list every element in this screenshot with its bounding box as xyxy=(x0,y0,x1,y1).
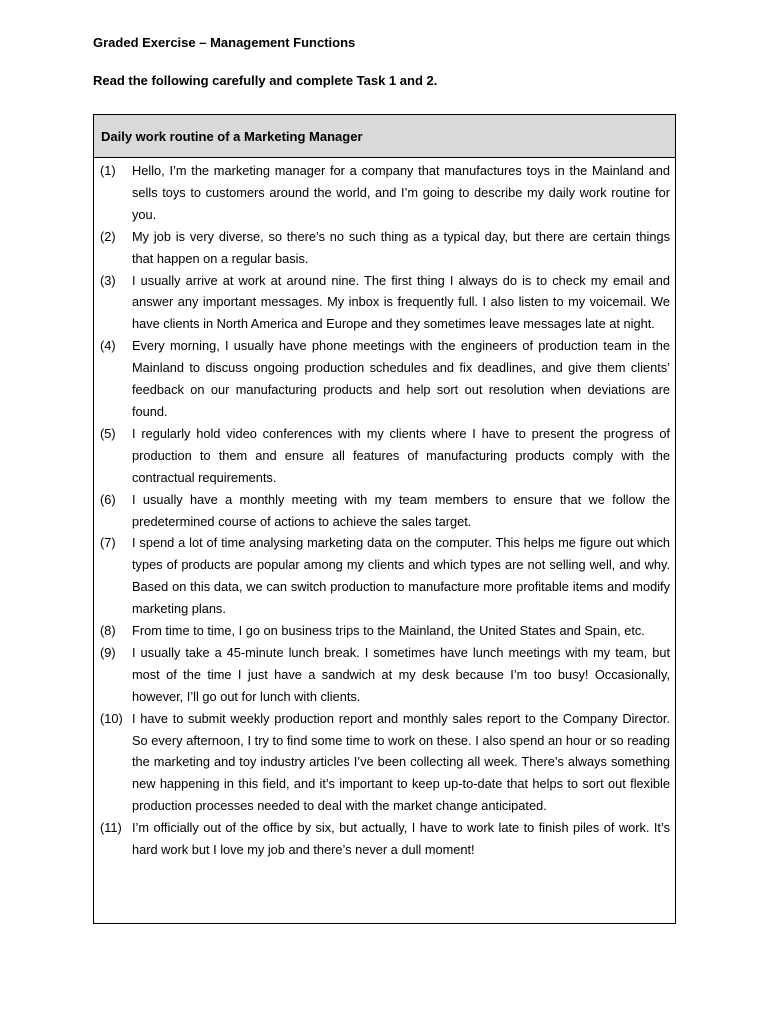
list-item xyxy=(100,489,670,533)
item-number: (2) xyxy=(100,228,116,244)
item-number: (1) xyxy=(100,163,116,178)
item-number: (11) xyxy=(100,820,122,836)
item-text: My job is very diverse, so there’s no such thing as a typical day, but there are certain things that happen on a regular basis. xyxy=(132,228,670,266)
list-item xyxy=(100,423,670,489)
routine-box xyxy=(93,114,676,924)
item-text: I spend a lot of time analysing marketing data on the computer. This helps me figure out which types of products are popular among my clients and which types are not selling well, and why. Based on this data, we can switch production to manufacture more profitable items and modify marketing plans. xyxy=(132,535,670,617)
item-text: I have to submit weekly production report and monthly sales report to the Company Director. So every afternoon, I try to find some time to work on these. I also spend an hour or so reading the marketing and toy industry articles I’ve been collecting all week. There’s always something new happening in this field, and it’s important to keep up-to-date that helps to sort out flexible production processes needed to deal with the market change anticipated. xyxy=(132,710,670,814)
page-title: Graded Exercise – Management Functions xyxy=(93,35,356,50)
list-item xyxy=(100,642,670,708)
item-text: I’m officially out of the office by six, but actually, I have to work late to finish piles of work. It’s hard work but I love my job and there’s never a dull moment! xyxy=(132,820,670,858)
item-number: (8) xyxy=(100,623,116,639)
list-item xyxy=(100,160,670,226)
item-text: I usually have a monthly meeting with my team members to ensure that we follow the predetermined course of actions to achieve the sales target. xyxy=(132,491,670,529)
item-text: I regularly hold video conferences with my clients where I have to present the progress of production to them and ensure all features of manufacturing products comply with the contractual requirements. xyxy=(132,425,670,485)
list-item xyxy=(100,226,670,270)
instruction-text: Read the following carefully and complete Task 1 and 2. xyxy=(93,73,438,88)
item-text: I usually take a 45-minute lunch break. I sometimes have lunch meetings with my team, but most of the time I just have a sandwich at my desk because I’m too busy! Occasionally, however, I’ll go out for lunch with clients. xyxy=(132,644,670,704)
list-item xyxy=(100,817,670,861)
item-number: (3) xyxy=(100,272,116,288)
list-item xyxy=(100,270,670,336)
box-heading: Daily work routine of a Marketing Manager xyxy=(94,115,675,158)
item-text: I usually arrive at work at around nine. The first thing I always do is to check my email and answer any important messages. My inbox is frequently full. I also listen to my voicemail. We have clients in North America and Europe and they sometimes leave messages late at night. xyxy=(132,272,670,332)
item-text: Every morning, I usually have phone meetings with the engineers of production team in the Mainland to discuss ongoing production schedules and fix deadlines, and give them clients’ feedback on our manufacturing products and help sort out resolution when deviations are found. xyxy=(132,338,670,419)
item-number: (9) xyxy=(100,644,116,660)
item-number: (4) xyxy=(100,338,116,354)
list-item xyxy=(100,532,670,620)
routine-list xyxy=(94,158,675,861)
item-number: (10) xyxy=(100,710,123,726)
list-item xyxy=(100,708,670,818)
item-number: (5) xyxy=(100,425,116,441)
list-item xyxy=(100,335,670,423)
item-text: From time to time, I go on business trips to the Mainland, the United States and Spain, etc. xyxy=(132,623,645,639)
item-number: (6) xyxy=(100,491,116,507)
item-text: Hello, I’m the marketing manager for a company that manufactures toys in the Mainland and sells toys to customers around the world, and I’m going to describe my daily work routine for you. xyxy=(132,163,670,222)
item-number: (7) xyxy=(100,535,116,551)
list-item xyxy=(100,620,670,642)
